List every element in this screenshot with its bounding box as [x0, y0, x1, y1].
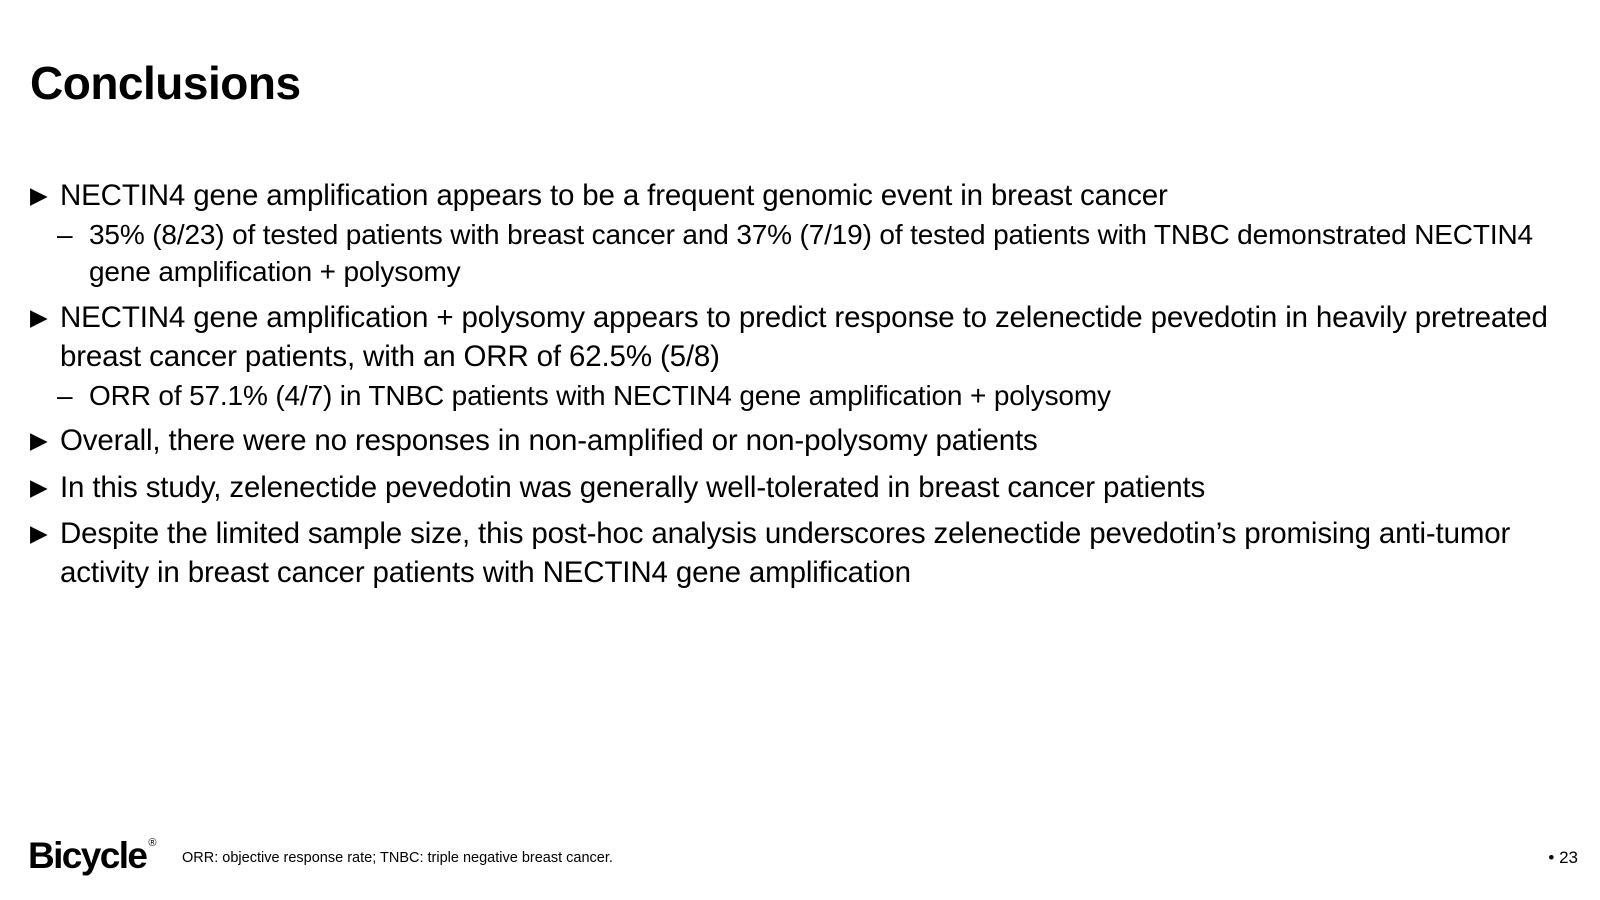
bullet-text: In this study, zelenectide pevedotin was generally well-tolerated in breast cancer patients — [60, 470, 1206, 504]
bicycle-logo — [28, 837, 155, 874]
bullet-item — [30, 298, 1575, 376]
triangle-bullet-icon: ▶ — [30, 427, 48, 454]
bullet-item — [30, 468, 1575, 507]
bullet-text: Overall, there were no responses in non-amplified or non-polysomy patients — [60, 424, 1038, 458]
bullet-item — [30, 421, 1575, 460]
bullet-item — [30, 176, 1575, 215]
page-number: • 23 — [1548, 847, 1578, 867]
logo-wordmark: Bicycle — [28, 835, 147, 876]
triangle-bullet-icon: ▶ — [30, 473, 48, 500]
dash-bullet-icon: – — [57, 219, 73, 251]
triangle-bullet-icon: ▶ — [30, 182, 48, 208]
dash-bullet-icon: – — [57, 380, 73, 412]
bullet-text: NECTIN4 gene amplification + polysomy appears to predict response to zelenectide pevedotin in heavily pretreated breast cancer patients, with an ORR of 62.5% (5/8) — [60, 300, 1548, 373]
bullet-text: NECTIN4 gene amplification appears to be a frequent genomic event in breast cancer — [60, 179, 1168, 212]
bullet-item — [30, 514, 1575, 592]
registered-trademark-icon: ® — [148, 837, 157, 849]
footnote-abbreviations: ORR: objective response rate; TNBC: triple negative breast cancer. — [182, 849, 613, 866]
conclusions-bullet-list — [30, 176, 1575, 593]
sub-bullet-item — [30, 216, 1575, 290]
slide-footer — [0, 832, 1600, 878]
sub-bullet-text: 35% (8/23) of tested patients with breast cancer and 37% (7/19) of tested patients with TNBC demonstrated NECTIN4 gene amplification + polysomy — [89, 219, 1533, 288]
triangle-bullet-icon: ▶ — [30, 519, 48, 546]
triangle-bullet-icon: ▶ — [30, 303, 48, 330]
bullet-text: Despite the limited sample size, this post-hoc analysis underscores zelenectide pevedotin’s promising anti-tumor activity in breast cancer patients with NECTIN4 gene amplification — [60, 516, 1511, 590]
page-title: Conclusions — [30, 56, 301, 109]
sub-bullet-text: ORR of 57.1% (4/7) in TNBC patients with NECTIN4 gene amplification + polysomy — [89, 380, 1111, 412]
sub-bullet-item — [30, 377, 1575, 414]
